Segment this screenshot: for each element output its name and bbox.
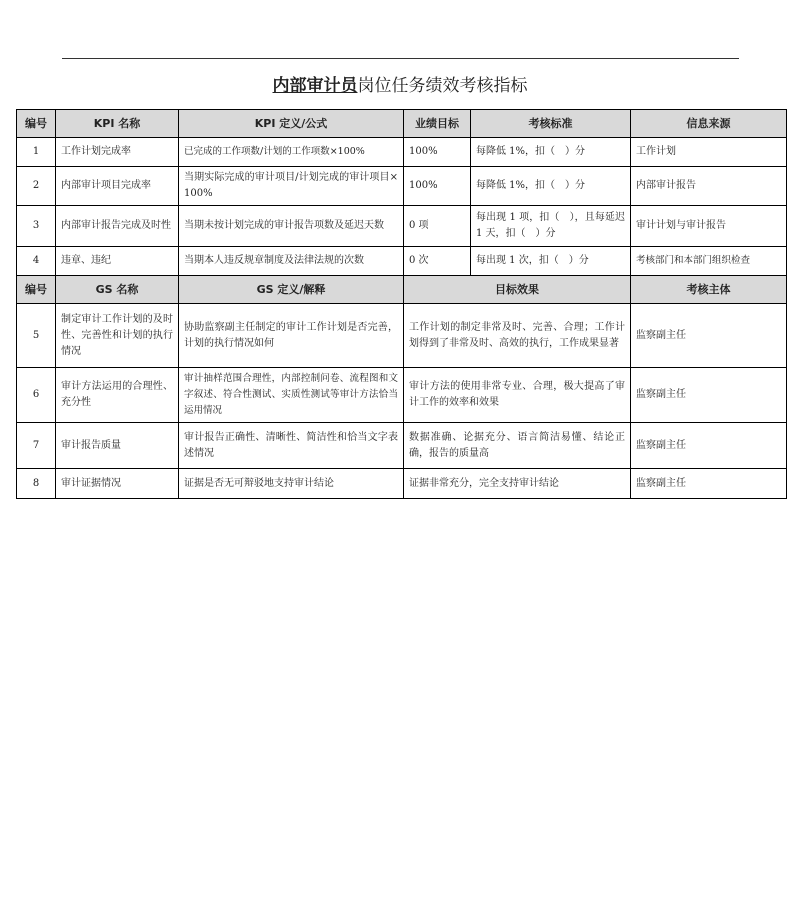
- kpi-header-row: [17, 110, 787, 138]
- row-num: 4: [17, 247, 56, 276]
- title-position: 内部审计员: [272, 76, 358, 96]
- row-num: 8: [17, 469, 56, 499]
- row-subject: 监察副主任: [631, 368, 787, 423]
- header-standard: 考核标准: [471, 110, 631, 138]
- row-target: 100%: [404, 167, 471, 206]
- row-name: 制定审计工作计划的及时性、完善性和计划的执行情况: [56, 304, 179, 368]
- table-row: [17, 304, 787, 368]
- row-subject: 监察副主任: [631, 469, 787, 499]
- header-gs-def: GS 定义/解释: [179, 276, 404, 304]
- row-standard: 每出现 1 项，扣（ ），且每延迟 1 天，扣（ ）分: [471, 206, 631, 247]
- row-subject: 监察副主任: [631, 304, 787, 368]
- page-title: [0, 73, 800, 99]
- row-name: 审计证据情况: [56, 469, 179, 499]
- header-gs-name: GS 名称: [56, 276, 179, 304]
- header-num: 编号: [17, 110, 56, 138]
- row-name: 内部审计报告完成及时性: [56, 206, 179, 247]
- row-name: 审计报告质量: [56, 423, 179, 469]
- header-source: 信息来源: [631, 110, 787, 138]
- row-num: 7: [17, 423, 56, 469]
- row-def: 已完成的工作项数/计划的工作项数×100%: [179, 138, 404, 167]
- row-effect: 证据非常充分，完全支持审计结论: [404, 469, 631, 499]
- row-standard: 每降低 1%，扣（ ）分: [471, 167, 631, 206]
- table-row: [17, 167, 787, 206]
- row-num: 5: [17, 304, 56, 368]
- table-row: [17, 423, 787, 469]
- row-num: 1: [17, 138, 56, 167]
- header-kpi-name: KPI 名称: [56, 110, 179, 138]
- row-def: 协助监察副主任制定的审计工作计划是否完善，计划的执行情况如何: [179, 304, 404, 368]
- row-name: 违章、违纪: [56, 247, 179, 276]
- row-subject: 监察副主任: [631, 423, 787, 469]
- table-row: [17, 138, 787, 167]
- row-target: 100%: [404, 138, 471, 167]
- row-source: 内部审计报告: [631, 167, 787, 206]
- row-source: 考核部门和本部门组织检查: [631, 247, 787, 276]
- row-effect: 审计方法的使用非常专业、合理，极大提高了审计工作的效率和效果: [404, 368, 631, 423]
- header-effect: 目标效果: [404, 276, 631, 304]
- row-num: 2: [17, 167, 56, 206]
- kpi-table: [16, 109, 787, 499]
- table-row: [17, 368, 787, 423]
- row-standard: 每出现 1 次，扣（ ）分: [471, 247, 631, 276]
- row-def: 当期未按计划完成的审计报告项数及延迟天数: [179, 206, 404, 247]
- row-target: 0 项: [404, 206, 471, 247]
- header-num: 编号: [17, 276, 56, 304]
- row-def: 审计抽样范围合理性，内部控制问卷、流程图和文字叙述、符合性测试、实质性测试等审计方法恰当运用情况: [179, 368, 404, 423]
- row-target: 0 次: [404, 247, 471, 276]
- table-row: [17, 247, 787, 276]
- row-source: 工作计划: [631, 138, 787, 167]
- row-effect: 数据准确、论据充分、语言简洁易懂、结论正确，报告的质量高: [404, 423, 631, 469]
- row-name: 内部审计项目完成率: [56, 167, 179, 206]
- header-rule: [62, 58, 739, 59]
- row-def: 审计报告正确性、清晰性、简洁性和恰当文字表述情况: [179, 423, 404, 469]
- row-effect: 工作计划的制定非常及时、完善、合理；工作计划得到了非常及时、高效的执行，工作成果显著: [404, 304, 631, 368]
- row-def: 当期本人违反规章制度及法律法规的次数: [179, 247, 404, 276]
- header-kpi-def: KPI 定义/公式: [179, 110, 404, 138]
- table-row: [17, 469, 787, 499]
- row-num: 3: [17, 206, 56, 247]
- header-target: 业绩目标: [404, 110, 471, 138]
- row-def: 当期实际完成的审计项目/计划完成的审计项目×100%: [179, 167, 404, 206]
- title-rest: 岗位任务绩效考核指标: [357, 76, 528, 96]
- header-subject: 考核主体: [631, 276, 787, 304]
- row-def: 证据是否无可辩驳地支持审计结论: [179, 469, 404, 499]
- row-source: 审计计划与审计报告: [631, 206, 787, 247]
- table-row: [17, 206, 787, 247]
- row-num: 6: [17, 368, 56, 423]
- row-standard: 每降低 1%，扣（ ）分: [471, 138, 631, 167]
- gs-header-row: [17, 276, 787, 304]
- row-name: 审计方法运用的合理性、充分性: [56, 368, 179, 423]
- row-name: 工作计划完成率: [56, 138, 179, 167]
